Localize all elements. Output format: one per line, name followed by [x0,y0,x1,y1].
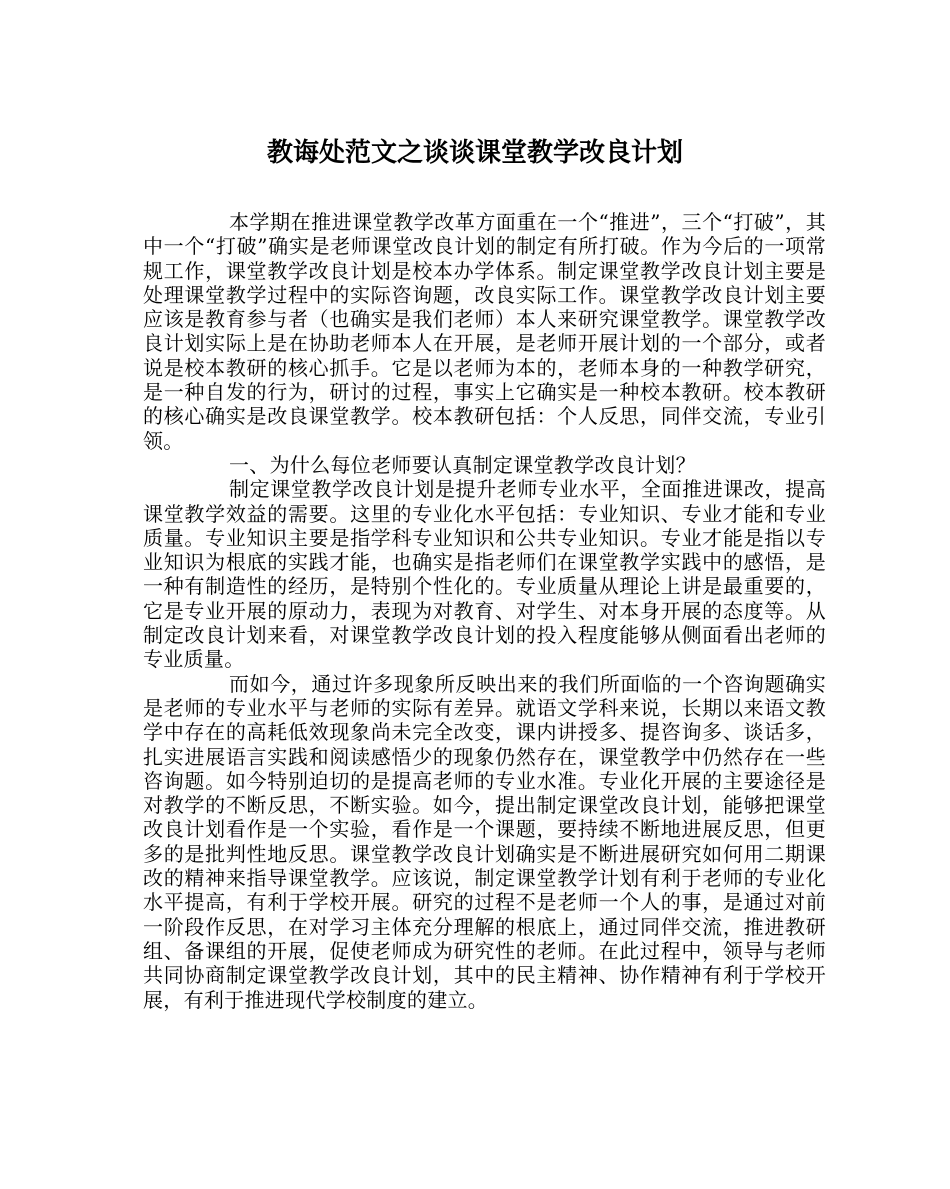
paragraph-professional-level: 制定课堂教学改良计划是提升老师专业水平，全面推进课改，提高课堂教学效益的需要。这里的专业化水平包括：专业知识、专业才能和专业质量。专业知识主要是指学科专业知识和公共专业知识。专业才能是指以专业知识为根底的实践才能，也确实是指老师们在课堂教学实践中的感悟，是一种有制造性的经历，是特别个性化的。专业质量从理论上讲是最重要的，它是专业开展的原动力，表现为对教育、对学生、对本身开展的态度等。从制定改良计划来看，对课堂教学改良计划的投入程度能够从侧面看出老师的专业质量。 [143,477,826,672]
paragraph-intro: 本学期在推进课堂教学改革方面重在一个“推进”，三个“打破”，其中一个“打破”确实是老师课堂改良计划的制定有所打破。作为今后的一项常规工作，课堂教学改良计划是校本办学体系。制定课堂教学改良计划主要是处理课堂教学过程中的实际咨询题，改良实际工作。课堂教学改良计划主要应该是教育参与者（也确实是我们老师）本人来研究课堂教学。课堂教学改良计划实际上是在协助老师本人在开展，是老师开展计划的一个部分，或者说是校本教研的核心抓手。它是以老师为本的，老师本身的一种教学研究，是一种自发的行为，研讨的过程，事实上它确实是一种校本教研。校本教研的核心确实是改良课堂教学。校本教研包括：个人反思，同伴交流，专业引领。 [143,210,826,453]
paragraph-current-problems: 而如今，通过许多现象所反映出来的我们所面临的一个咨询题确实是老师的专业水平与老师的实际有差异。就语文学科来说，长期以来语文教学中存在的高耗低效现象尚未完全改变，课内讲授多、提咨询多、谈话多，扎实进展语言实践和阅读感悟少的现象仍然存在，课堂教学中仍然存在一些咨询题。如今特别迫切的是提高老师的专业水准。专业化开展的主要途径是对教学的不断反思，不断实验。如今，提出制定课堂改良计划，能够把课堂改良计划看作是一个实验，看作是一个课题，要持续不断地进展反思，但更多的是批判性地反思。课堂教学改良计划确实是不断进展研究如何用二期课改的精神来指导课堂教学。应该说，制定课堂教学计划有利于老师的专业化水平提高，有利于学校开展。研究的过程不是老师一个人的事，是通过对前一阶段作反思，在对学习主体充分理解的根底上，通过同伴交流，推进教研组、备课组的开展，促使老师成为研究性的老师。在此过程中，领导与老师共同协商制定课堂教学改良计划，其中的民主精神、协作精神有利于学校开展，有利于推进现代学校制度的建立。 [143,671,826,1012]
document-body [143,210,826,1012]
section-heading-1: 一、为什么每位老师要认真制定课堂教学改良计划？ [229,452,696,477]
document-title: 教诲处范文之谈谈课堂教学改良计划 [266,138,683,168]
